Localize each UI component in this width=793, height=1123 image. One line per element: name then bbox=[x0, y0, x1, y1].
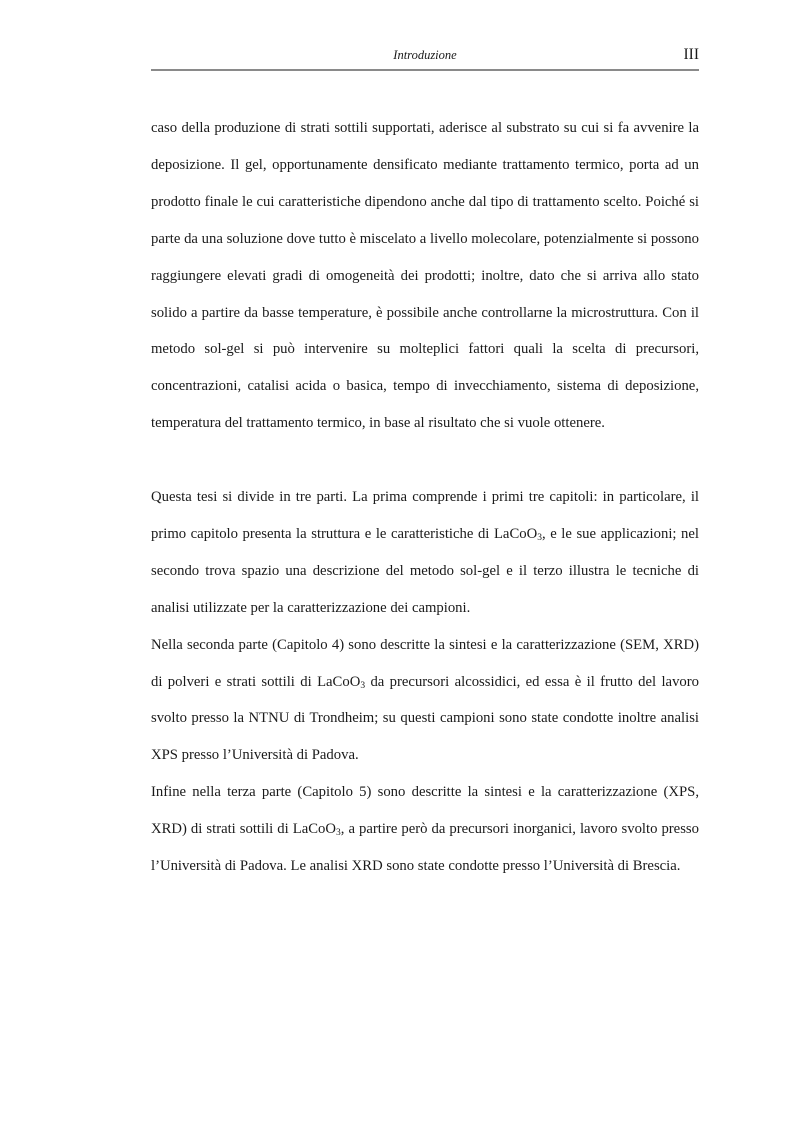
paragraph-text: Nella seconda parte (Capitolo 4) sono descritte la sintesi e la caratterizzazione (SEM, XRD) di polveri e strati sottili di bbox=[151, 636, 699, 690]
formula-base: LaCoO bbox=[317, 673, 361, 690]
paragraph-text: Questa tesi si divide in tre parti. La prima comprende i primi tre capitoli: in particolare, il primo capitolo presenta la struttura e le caratteristiche di bbox=[151, 489, 699, 542]
paragraph-second-part bbox=[151, 627, 699, 775]
paragraph-sol-gel bbox=[151, 110, 699, 442]
page-header bbox=[151, 44, 699, 70]
paragraph-text: Infine nella terza parte (Capitolo 5) sono descritte la sintesi e la caratterizzazione (XPS, XRD) di strati sottili di bbox=[151, 784, 699, 838]
formula-subscript: 3 bbox=[537, 532, 542, 543]
formula-base: LaCoO bbox=[493, 525, 538, 542]
chemical-formula bbox=[317, 674, 365, 690]
paragraph-text: , a partire però da precursori inorganici, lavoro svolto presso l’Università di Padova. Le analisi XRD sono state condotte presso l’Università di Brescia. bbox=[151, 821, 699, 875]
paragraph-thesis-structure bbox=[151, 479, 699, 627]
running-title: Introduzione bbox=[393, 48, 457, 62]
paragraph-third-part bbox=[151, 774, 699, 885]
page-number: III bbox=[683, 46, 699, 63]
chemical-formula bbox=[293, 821, 341, 837]
formula-subscript: 3 bbox=[360, 680, 366, 691]
formula-base: LaCoO bbox=[292, 821, 336, 838]
formula-subscript: 3 bbox=[336, 828, 341, 839]
paragraph-text: caso della produzione di strati sottili supportati, aderisce al substrato su cui si fa avvenire la deposizione. Il gel, opportunamente densificato mediante trattamento termico, porta ad un prodotto finale le cui caratteristiche dipendono anche dal tipo di trattamento scelto. Poiché si parte da una soluzione dove tutto è miscelato a livello molecolare, potenzialmente si possono raggiungere elevati gradi di omogeneità dei prodotti; inoltre, dato che si arriva allo stato solido a partire da basse temperature, è possibile anche controllarne la microstruttura. Con il metodo sol-gel si può intervenire su molteplici fattori quali la scelta di precursori, concentrazioni, catalisi acida o basica, tempo di invecchiamento, sistema di deposizione, temperatura del trattamento termico, in base al risultato che si vuole ottenere. bbox=[151, 120, 699, 432]
chemical-formula bbox=[494, 526, 542, 542]
paragraph-text: , e le sue applicazioni; nel secondo trova spazio una descrizione del metodo sol-gel e il terzo illustra le tecniche di analisi utilizzate per la caratterizzazione dei campioni. bbox=[151, 525, 699, 616]
header-rule bbox=[151, 69, 699, 71]
body-text bbox=[151, 110, 699, 885]
paragraph-text: da precursori alcossidici, ed essa è il frutto del lavoro svolto presso la NTNU di Trondheim; su questi campioni sono state condotte inoltre analisi XPS presso l’Università di Padova. bbox=[151, 673, 699, 764]
